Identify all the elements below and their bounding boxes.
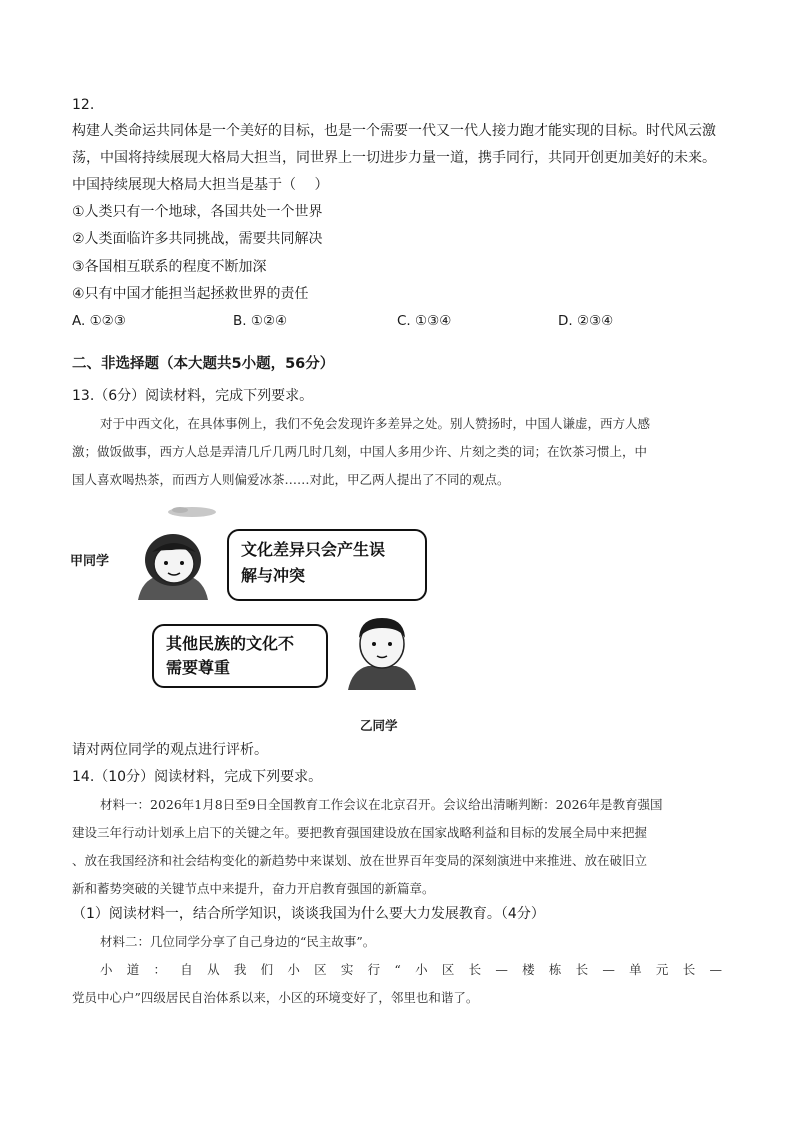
speech-text: 解与冲突 [241, 566, 306, 585]
question-stem: 荡，中国将持续展现大格局大担当，同世界上一切进步力量一道，携手同行，共同开创更加美好的未来。 [72, 150, 716, 166]
question-stem: 构建人类命运共同体是一个美好的目标，也是一个需要一代又一代人接力跑才能实现的目标。时代风云激 [72, 123, 716, 139]
char: — [602, 962, 615, 977]
char: 道 [126, 962, 140, 977]
char: 小 [415, 962, 428, 977]
char: ： [153, 962, 167, 977]
char: 区 [441, 962, 455, 977]
speech-text: 文化差异只会产生误 [241, 540, 386, 559]
speech-text: 其他民族的文化不 [166, 634, 295, 653]
question-header: 13.（6分）阅读材料，完成下列要求。 [72, 388, 314, 404]
cartoon-illustration [70, 500, 430, 733]
material-text: 党员中心户”四级居民自治体系以来，小区的环境变好了，邻里也和谐了。 [72, 990, 479, 1005]
char: 区 [314, 962, 327, 977]
answer-option: A. ①②③ [72, 313, 126, 329]
answer-option: C. ①③④ [397, 313, 452, 329]
material-text-spaced [100, 960, 722, 980]
statement-item: ③各国相互联系的程度不断加深 [72, 259, 267, 275]
section-title: 二、非选择题（本大题共5小题，56分） [72, 356, 335, 372]
char: 长 [468, 962, 482, 977]
char: 们 [260, 962, 274, 977]
girl-figure [128, 530, 218, 600]
material-text: 、放在我国经济和社会结构变化的新趋势中来谋划、放在世界百年变局的深刻演进中来推进、放在破旧立 [72, 853, 648, 868]
material-text: 新和蓄势突破的关键节点中来提升，奋力开启教育强国的新篇章。 [72, 881, 435, 896]
statement-item: ④只有中国才能担当起拯救世界的责任 [72, 286, 309, 302]
student-a-label: 甲同学 [70, 554, 110, 569]
char: “ [394, 962, 401, 977]
material-intro: 材料二：几位同学分享了自己身边的“民主故事”。 [100, 934, 376, 949]
char: 从 [207, 962, 220, 977]
boy-figure [342, 612, 422, 690]
material-text: 激；做饭做事，西方人总是弄清几斤几两几时几刻，中国人多用少许、片刻之类的词；在饮茶习惯上，中 [72, 444, 648, 459]
student-b-label: 乙同学 [360, 718, 398, 733]
char: — [709, 962, 722, 977]
scan-smudge [162, 502, 222, 522]
char: 楼 [522, 962, 535, 977]
char: 行 [367, 962, 381, 977]
answer-option: B. ①②④ [233, 313, 288, 329]
char: 元 [655, 962, 669, 977]
char: 实 [340, 962, 354, 977]
char: 单 [629, 962, 642, 977]
speech-text: 需要尊重 [166, 658, 231, 677]
question-prompt: 中国持续展现大格局大担当是基于（ ） [72, 177, 329, 193]
char: 我 [233, 962, 247, 977]
answer-option: D. ②③④ [558, 313, 614, 329]
char: 长 [682, 962, 696, 977]
statement-item: ①人类只有一个地球，各国共处一个世界 [72, 204, 323, 220]
material-text: 建设三年行动计划承上启下的关键之年。要把教育强国建设放在国家战略利益和目标的发展全局中来把握 [72, 825, 648, 840]
char: 小 [287, 962, 300, 977]
material-text: 国人喜欢喝热茶，而西方人则偏爱冰茶……对此，甲乙两人提出了不同的观点。 [72, 472, 510, 487]
speech-bubble-a [227, 529, 427, 601]
char: 栋 [548, 962, 562, 977]
statement-item: ②人类面临许多共同挑战，需要共同解决 [72, 231, 323, 247]
char: 自 [180, 962, 193, 977]
sub-question: （1）阅读材料一，结合所学知识，谈谈我国为什么要大力发展教育。（4分） [72, 906, 545, 922]
char: 小 [100, 962, 113, 977]
question-task: 请对两位同学的观点进行评析。 [72, 742, 268, 758]
material-text: 材料一：2026年1月8日至9日全国教育工作会议在北京召开。会议给出清晰判断：2026年是教育强国 [100, 797, 663, 812]
material-text: 对于中西文化，在具体事例上，我们不免会发现许多差异之处。别人赞扬时，中国人谦虚，西方人感 [100, 416, 651, 431]
char: 长 [575, 962, 589, 977]
question-number: 12. [72, 97, 95, 113]
question-header: 14.（10分）阅读材料，完成下列要求。 [72, 769, 323, 785]
char: — [495, 962, 508, 977]
speech-bubble-b [152, 624, 328, 688]
